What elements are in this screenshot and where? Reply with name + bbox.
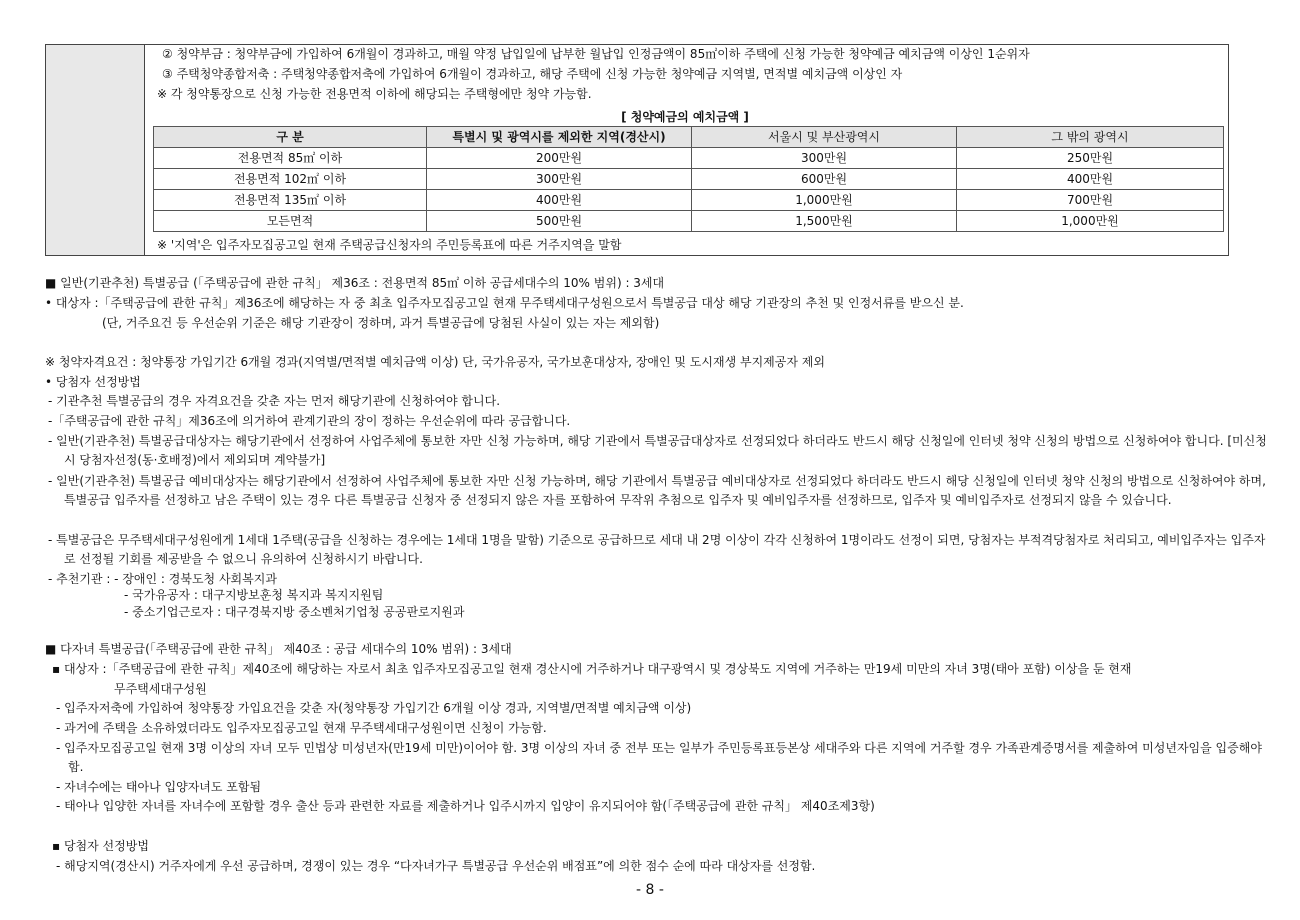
multichild-item: - 입주자모집공고일 현재 3명 이상의 자녀 모두 민법상 미성년자(만19세 미만)이어야 함. 3명 이상의 자녀 중 전부 또는 일부가 주민등록표등본상 세대주와 다른 지역에 거주할 경우 가족관계증명서를 제출하여 미성년자임을 입증해야 함. bbox=[56, 741, 1262, 774]
selection-method-title: • 당첨자 선정방법 bbox=[45, 375, 141, 389]
table-cell: 전용면적 102㎡ 이하 bbox=[154, 169, 427, 190]
section-title-institution: ■ 일반(기관추천) 특별공급 (「주택공급에 관한 규칙」 제36조 : 전용면적 85㎡ 이하 공급세대수의 10% 범위) : 3세대 bbox=[45, 276, 665, 290]
page-number: - 8 - bbox=[636, 882, 664, 898]
multichild-item: - 입주자저축에 가입하여 청약통장 가입요건을 갖춘 자(청약통장 가입기간 6개월 이상 경과, 지역별/면적별 예치금액 이상) bbox=[56, 701, 692, 715]
institution-target-note: (단, 거주요건 등 우선순위 기준은 해당 기관장이 정하며, 과거 특별공급에 당첨된 사실이 있는 자는 제외함) bbox=[102, 316, 660, 330]
table-cell: 500만원 bbox=[427, 211, 692, 232]
table-cell: 600만원 bbox=[692, 169, 957, 190]
selection-item: - 기관추천 특별공급의 경우 자격요건을 갖춘 자는 먼저 해당기관에 신청하여야 합니다. bbox=[48, 394, 501, 408]
multichild-item: - 과거에 주택을 소유하였더라도 입주자모집공고일 현재 무주택세대구성원이면 신청이 가능함. bbox=[56, 721, 547, 735]
deposit-box bbox=[45, 44, 1229, 256]
box-line-1: ② 청약부금 : 청약부금에 가입하여 6개월이 경과하고, 매월 약정 납입일에 납부한 월납입 인정금액이 85㎡이하 주택에 신청 가능한 청약예금 예치금액 이상인 1순위자 bbox=[162, 47, 1030, 61]
recommending-agency: - 추천기관 : - 장애인 : 경북도청 사회복지과 bbox=[48, 572, 277, 586]
header-category: 구 분 bbox=[154, 127, 427, 148]
table-cell: 전용면적 85㎡ 이하 bbox=[154, 148, 427, 169]
box-content bbox=[145, 45, 1228, 255]
table-cell: 모든면적 bbox=[154, 211, 427, 232]
table-cell: 400만원 bbox=[957, 169, 1224, 190]
table-cell: 700만원 bbox=[957, 190, 1224, 211]
table-cell: 200만원 bbox=[427, 148, 692, 169]
multichild-method-title: ▪ 당첨자 선정방법 bbox=[52, 839, 149, 853]
table-cell: 1,000만원 bbox=[957, 211, 1224, 232]
box-label-cell bbox=[46, 45, 145, 255]
recommending-agency: - 중소기업근로자 : 대구경북지방 중소벤처기업청 공공판로지원과 bbox=[124, 605, 465, 619]
table-row bbox=[154, 169, 1224, 190]
multichild-item: - 태아나 입양한 자녀를 자녀수에 포함할 경우 출산 등과 관련한 자료를 제출하거나 입주시까지 입양이 유지되어야 함(「주택공급에 관한 규칙」 제40조제3항) bbox=[56, 799, 875, 813]
box-note: ※ '지역'은 입주자모집공고일 현재 주택공급신청자의 주민등록표에 따른 거주지역을 말함 bbox=[157, 238, 622, 252]
table-header-row bbox=[154, 127, 1224, 148]
selection-item: - 특별공급은 무주택세대구성원에게 1세대 1주택(공급을 신청하는 경우에는 1세대 1명을 말함) 기준으로 공급하므로 세대 내 2명 이상이 각각 신청하여 1명이라도 선정이 되면, 당첨자는 부적격당첨자로 처리되고, 예비입주자는 입주자로 선정될 기회를 제공받을 수 없으니 유의하여 신청하시기 바랍니다. bbox=[48, 533, 1266, 566]
recommending-agency: - 국가유공자 : 대구지방보훈청 복지과 복지지원팀 bbox=[124, 588, 384, 602]
table-cell: 1,000만원 bbox=[692, 190, 957, 211]
selection-item: -「주택공급에 관한 규칙」제36조에 의거하여 관계기관의 장이 정하는 우선순위에 따라 공급합니다. bbox=[48, 414, 571, 428]
institution-target: • 대상자 :「주택공급에 관한 규칙」제36조에 해당하는 자 중 최초 입주자모집공고일 현재 무주택세대구성원으로서 특별공급 대상 해당 기관장의 추천 및 인정서류를 받으신 분. bbox=[45, 296, 964, 310]
header-gyeongsan: 특별시 및 광역시를 제외한 지역(경산시) bbox=[427, 127, 692, 148]
multichild-item: - 자녀수에는 태아나 입양자녀도 포함됨 bbox=[56, 780, 262, 794]
table-row bbox=[154, 190, 1224, 211]
deposit-table bbox=[153, 126, 1224, 232]
multichild-target: ▪ 대상자 :「주택공급에 관한 규칙」제40조에 해당하는 자로서 최초 입주자모집공고일 현재 경산시에 거주하거나 대구광역시 및 경상북도 지역에 거주하는 만19세 미만의 자녀 3명(태아 포함) 이상을 둔 현재 bbox=[52, 662, 1132, 676]
header-seoul-busan: 서울시 및 부산광역시 bbox=[692, 127, 957, 148]
table-title: [ 청약예금의 예치금액 ] bbox=[621, 110, 749, 124]
multichild-method-item: - 해당지역(경산시) 거주자에게 우선 공급하며, 경쟁이 있는 경우 “다자녀가구 특별공급 우선순위 배점표”에 의한 점수 순에 따라 대상자를 선정함. bbox=[56, 859, 816, 873]
table-cell: 400만원 bbox=[427, 190, 692, 211]
qualification-note: ※ 청약자격요건 : 청약통장 가입기간 6개월 경과(지역별/면적별 예치금액 이상) 단, 국가유공자, 국가보훈대상자, 장애인 및 도시재생 부지제공자 제외 bbox=[45, 355, 825, 369]
table-cell: 250만원 bbox=[957, 148, 1224, 169]
header-other-metro: 그 밖의 광역시 bbox=[957, 127, 1224, 148]
table-cell: 전용면적 135㎡ 이하 bbox=[154, 190, 427, 211]
table-row bbox=[154, 148, 1224, 169]
box-line-3: ※ 각 청약통장으로 신청 가능한 전용면적 이하에 해당되는 주택형에만 청약 가능함. bbox=[157, 87, 592, 101]
multichild-target-cont: 무주택세대구성원 bbox=[114, 682, 207, 696]
table-cell: 1,500만원 bbox=[692, 211, 957, 232]
table-cell: 300만원 bbox=[427, 169, 692, 190]
selection-item: - 일반(기관추천) 특별공급대상자는 해당기관에서 선정하여 사업주체에 통보한 자만 신청 가능하며, 해당 기관에서 특별공급대상자로 선정되었다 하더라도 반드시 해당 신청일에 인터넷 청약 신청의 방법으로 신청하여야 합니다. [미신청시 당첨자선정(동·호배정)에서 제외되며 계약불가] bbox=[48, 434, 1267, 467]
table-row bbox=[154, 211, 1224, 232]
section-title-multichild: ■ 다자녀 특별공급(「주택공급에 관한 규칙」 제40조 : 공급 세대수의 10% 범위) : 3세대 bbox=[45, 642, 512, 656]
selection-item: - 일반(기관추천) 특별공급 예비대상자는 해당기관에서 선정하여 사업주체에 통보한 자만 신청 가능하며, 해당 기관에서 특별공급 예비대상자로 선정되었다 하더라도 반드시 해당 신청일에 인터넷 청약 신청의 방법으로 신청하여야 하며, 특별공급 입주자를 선정하고 남은 주택이 있는 경우 다른 특별공급 신청자 중 선정되지 않은 자를 포함하여 무작위 추첨으로 입주자 및 예비입주자를 선정하므로, 입주자 및 예비입주자로 선정되지 않을 수 있습니다. bbox=[48, 474, 1266, 507]
box-line-2: ③ 주택청약종합저축 : 주택청약종합저축에 가입하여 6개월이 경과하고, 해당 주택에 신청 가능한 청약예금 지역별, 면적별 예치금액 이상인 자 bbox=[162, 67, 903, 81]
table-cell: 300만원 bbox=[692, 148, 957, 169]
